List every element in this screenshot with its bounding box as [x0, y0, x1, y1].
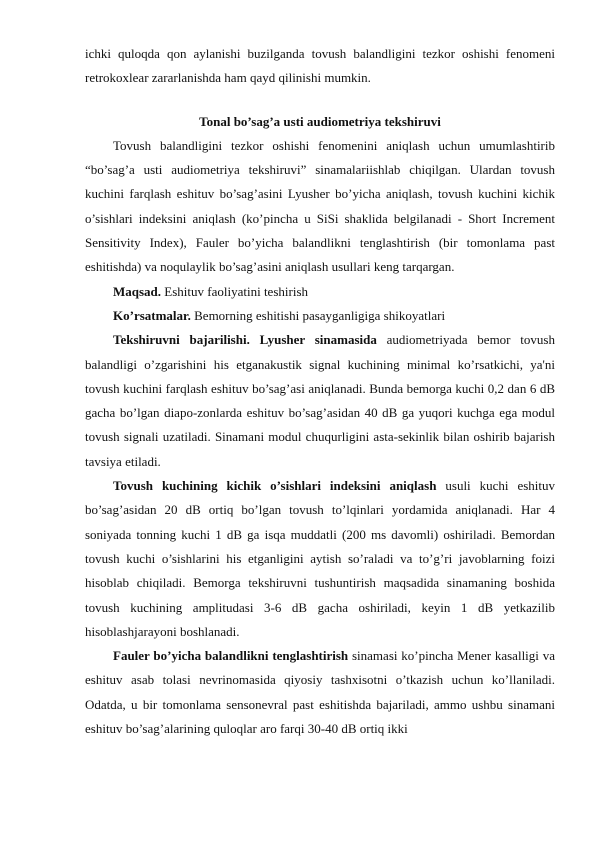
- procedure-label: Tekshiruvni bajarilishi. Lyusher sinamasida: [113, 332, 377, 348]
- sisi-text: usuli kuchi eshituv bo’sag’asidan 20 dB ortiq bo’lgan tovush to’lqinlari yordamida aniqlanadi. Har 4 soniyada tonning kuchi 1 dB ga isqa muddatli (200 ms davomli) oshiriladi. Bemordan tovush kuchi o’sishlarini his etganligini aytish so’raladi va to’g’ri javoblarning foizi hisoblab chiqiladi. Bemorga tekshiruvni tushuntirish maqsadida sinamaning boshida tovush kuchining amplitudasi 3-6 dB gacha oshiriladi, keyin 1 dB yetkazilib hisoblashjarayoni boshlanadi.: [85, 478, 556, 639]
- indications-paragraph: [85, 304, 555, 328]
- goal-paragraph: [85, 280, 555, 304]
- procedure-text: audiometriyada bemor tovush balandligi o’zgarishini his etganakustik signal kuchining minimal ko’rsatkichi, ya'ni tovush kuchini farqlash eshituv bo’sag’asi aniqlanadi. Bunda bemorga kuchi 0,2 dan 6 dB gacha bo’lgan diapo-zonlarda eshituv bo’sag’asidan 40 dB ga yuqori kuchga ega modul tovush signali uzatiladi. Sinamani modul chuqurligini asta-sekinlik bilan oshirib bajarish tavsiya etiladi.: [85, 332, 555, 469]
- sisi-label: Tovush kuchining kichik o’sishlari indeksini aniqlash: [113, 478, 437, 494]
- fowler-paragraph: [85, 644, 555, 741]
- indications-text: Bemorning eshitishi pasayganligiga shikoyatlari: [190, 307, 446, 323]
- fowler-label: Fauler bo’yicha balandlikni tenglashtirish: [113, 648, 349, 664]
- goal-label: Maqsad.: [113, 283, 162, 299]
- procedure-paragraph: [85, 328, 555, 474]
- goal-text: Eshituv faoliyatini teshirish: [161, 283, 309, 299]
- section-title: Tonal bo’sag’a usti audiometriya tekshiruvi: [199, 113, 441, 129]
- fowler-text: sinamasi ko’pincha Mener kasalligi va eshituv asab tolasi nevrinomasida qiyosiy tashxisotni o’tkazish uchun ko’llaniladi. Odatda, u bir tomonlama sensonevral past eshitishda bajariladi, ammo ushbu sinamani eshituv bo’sag’alarining quloqlar aro farqi 30-40 dB ortiq ikki: [85, 648, 555, 737]
- document-page: [85, 42, 555, 741]
- sisi-paragraph: [85, 474, 555, 644]
- indications-label: Ko’rsatmalar.: [113, 307, 191, 323]
- paragraph-overview: Tovush balandligini tezkor oshishi fenomenini aniqlash uchun umumlashtirib “bo’sag’a usti audiometriya tekshiruvi” sinamalariishlab chiqilgan. Ulardan tovush kuchini farqlash eshituv bo’sag’asini Lyusher bo’yicha aniqlash, tovush kuchini kichik o’sishlari indeksini aniqlash (ko’pincha u SiSi shaklida belgilanadi - Short Increment Sensitivity Index), Fauler bo’yicha balandlikni tenglashtirish (bir tomonlama past eshitishda) va noqulaylik bo’sag’asini aniqlash usullari keng tarqargan.: [85, 137, 555, 275]
- intro-paragraph: ichki quloqda qon aylanishi buzilganda tovush balandligini tezkor oshishi fenomeni retrokoxlear zararlanishda ham qayd qilinishi mumkin.: [85, 46, 555, 86]
